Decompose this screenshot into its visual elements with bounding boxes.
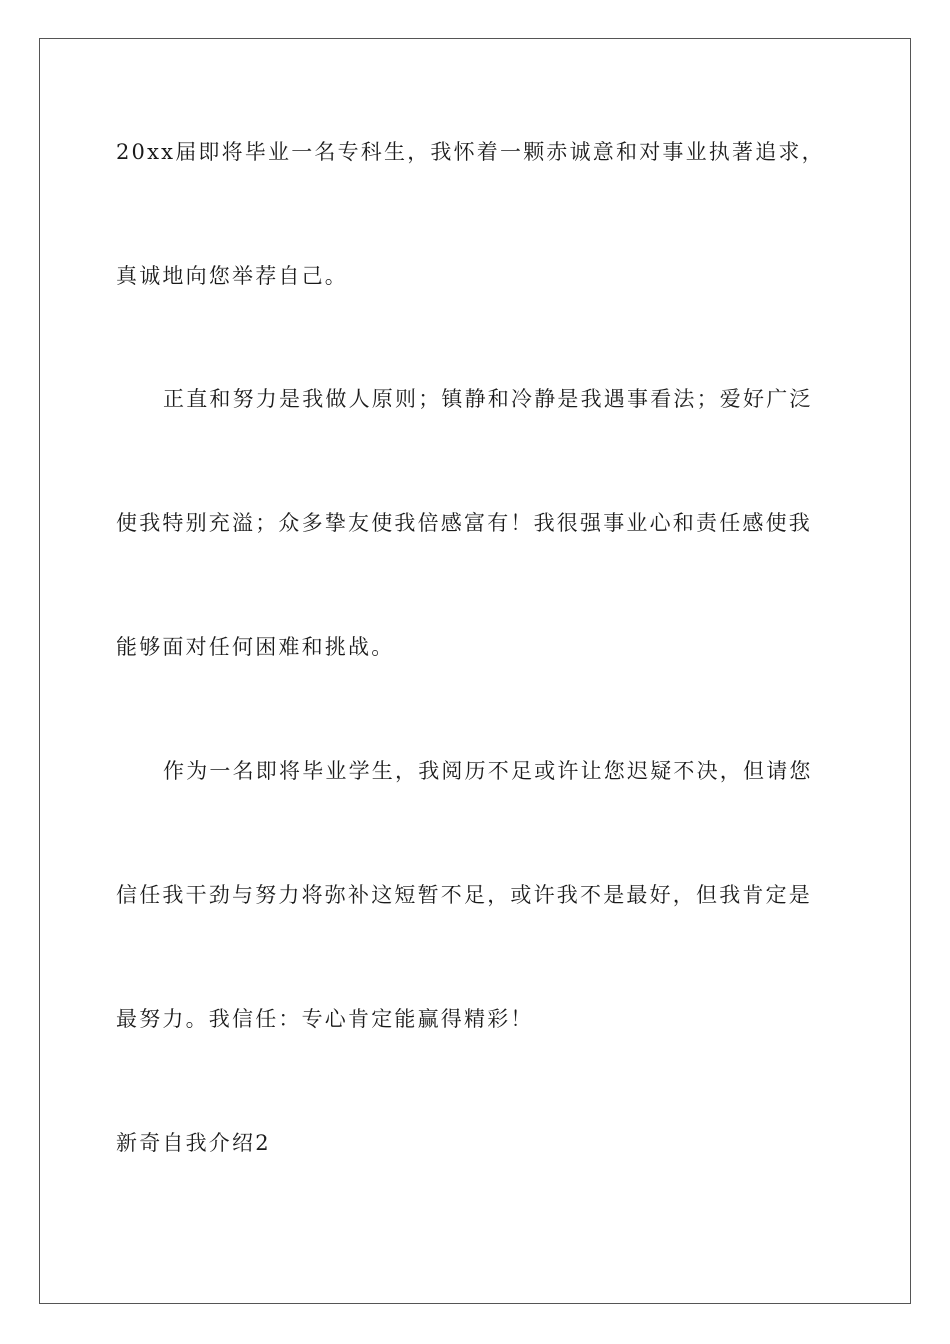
paragraph-3-line-1: 作为一名即将毕业学生，我阅历不足或许让您迟疑不决，但请您 [163, 759, 813, 783]
paragraph-1-line-2: 真诚地向您举荐自己。 [116, 264, 348, 288]
paragraph-1-line-1: 20xx届即将毕业一名专科生，我怀着一颗赤诚意和对事业执著追求， [116, 140, 825, 164]
paragraph-3-line-2: 信任我干劲与努力将弥补这短暂不足，或许我不是最好，但我肯定是 [116, 883, 812, 907]
paragraph-2-line-1: 正直和努力是我做人原则；镇静和冷静是我遇事看法；爱好广泛 [163, 387, 813, 411]
page-border [39, 38, 911, 1304]
paragraph-3-line-3: 最努力。我信任：专心肯定能赢得精彩！ [116, 1007, 534, 1031]
section-heading: 新奇自我介绍2 [116, 1131, 271, 1155]
paragraph-2-line-2: 使我特别充溢；众多挚友使我倍感富有！我很强事业心和责任感使我 [116, 511, 812, 535]
paragraph-2-line-3: 能够面对任何困难和挑战。 [116, 635, 395, 659]
